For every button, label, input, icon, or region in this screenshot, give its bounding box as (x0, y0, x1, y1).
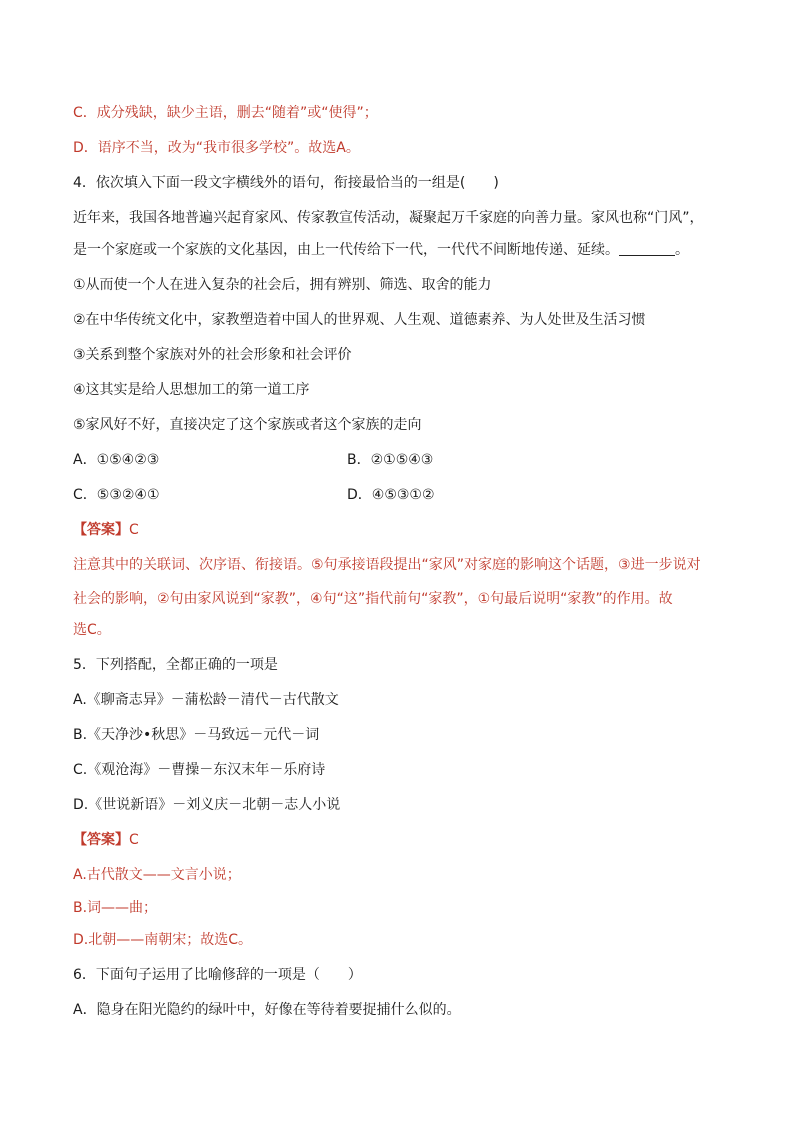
q5-option-b: B.《天净沙•秋思》－马致远－元代－词 (73, 727, 320, 743)
q4-passage-end: 。 (675, 242, 689, 258)
answer-tag: 【答案】 (73, 832, 129, 848)
q4-option-d: D．④⑤③①② (347, 487, 435, 503)
answer-value: C (129, 832, 139, 848)
q4-sentence-4: ④这其实是给人思想加工的第一道工序 (73, 382, 310, 398)
fill-blank (619, 241, 675, 256)
q4-option-c: C．⑤③②④① (73, 487, 160, 503)
q6-option-a: A．隐身在阳光隐约的绿叶中，好像在等待着要捉捕什么似的。 (73, 1002, 461, 1018)
q5-explanation-1: A.古代散文——文言小说； (73, 867, 241, 883)
q5-explanation-3: D.北朝——南朝宋；故选C。 (73, 932, 253, 948)
q4-stem: 4．依次填入下面一段文字横线外的语句，衔接最恰当的一组是( ) (73, 175, 499, 191)
q4-sentence-2: ②在中华传统文化中，家教塑造着中国人的世界观、人生观、道德素养、为人处世及生活习惯 (73, 312, 646, 328)
answer-value: C (129, 522, 139, 538)
prev-answer-d: D．语序不当，改为“我市很多学校”。故选A。 (73, 140, 360, 156)
q6-stem: 6．下面句子运用了比喻修辞的一项是（ ） (73, 967, 362, 983)
q4-passage-line-1: 近年来，我国各地普遍兴起育家风、传家教宣传活动，凝聚起万千家庭的向善力量。家风也称“门风”， (73, 210, 704, 226)
prev-answer-c: C．成分残缺，缺少主语，删去“随着”或“使得”； (73, 105, 378, 121)
q5-answer (73, 830, 723, 850)
q4-passage-line-2 (73, 240, 723, 260)
q5-explanation-2: B.词——曲； (73, 900, 158, 916)
q5-stem: 5．下列搭配，全都正确的一项是 (73, 657, 278, 673)
q5-option-d: D.《世说新语》－刘义庆－北朝－志人小说 (73, 797, 341, 813)
q5-option-a: A.《聊斋志异》－蒲松龄－清代－古代散文 (73, 692, 339, 708)
q5-option-c: C.《观沧海》－曹操－东汉末年－乐府诗 (73, 762, 326, 778)
q4-sentence-5: ⑤家风好不好，直接决定了这个家族或者这个家族的走向 (73, 417, 422, 433)
q4-answer (73, 520, 723, 540)
q4-sentence-1: ①从而使一个人在进入复杂的社会后，拥有辨别、筛选、取舍的能力 (73, 277, 492, 293)
q4-sentence-3: ③关系到整个家族对外的社会形象和社会评价 (73, 347, 352, 363)
answer-tag: 【答案】 (73, 522, 129, 538)
q4-explanation-1: 注意其中的关联词、次序语、衔接语。⑤句承接语段提出“家风”对家庭的影响这个话题，③进一步说对 (73, 557, 701, 573)
q4-option-b: B．②①⑤④③ (347, 452, 434, 468)
q4-option-a: A．①⑤④②③ (73, 452, 160, 468)
q4-explanation-2: 社会的影响，②句由家风说到“家教”，④句“这”指代前句“家教”，①句最后说明“家教”的作用。故 (73, 591, 673, 607)
q4-explanation-3: 选C。 (73, 622, 111, 638)
q4-passage-text: 是一个家庭或一个家族的文化基因，由上一代传给下一代，一代代不间断地传递、延续。 (73, 242, 619, 258)
